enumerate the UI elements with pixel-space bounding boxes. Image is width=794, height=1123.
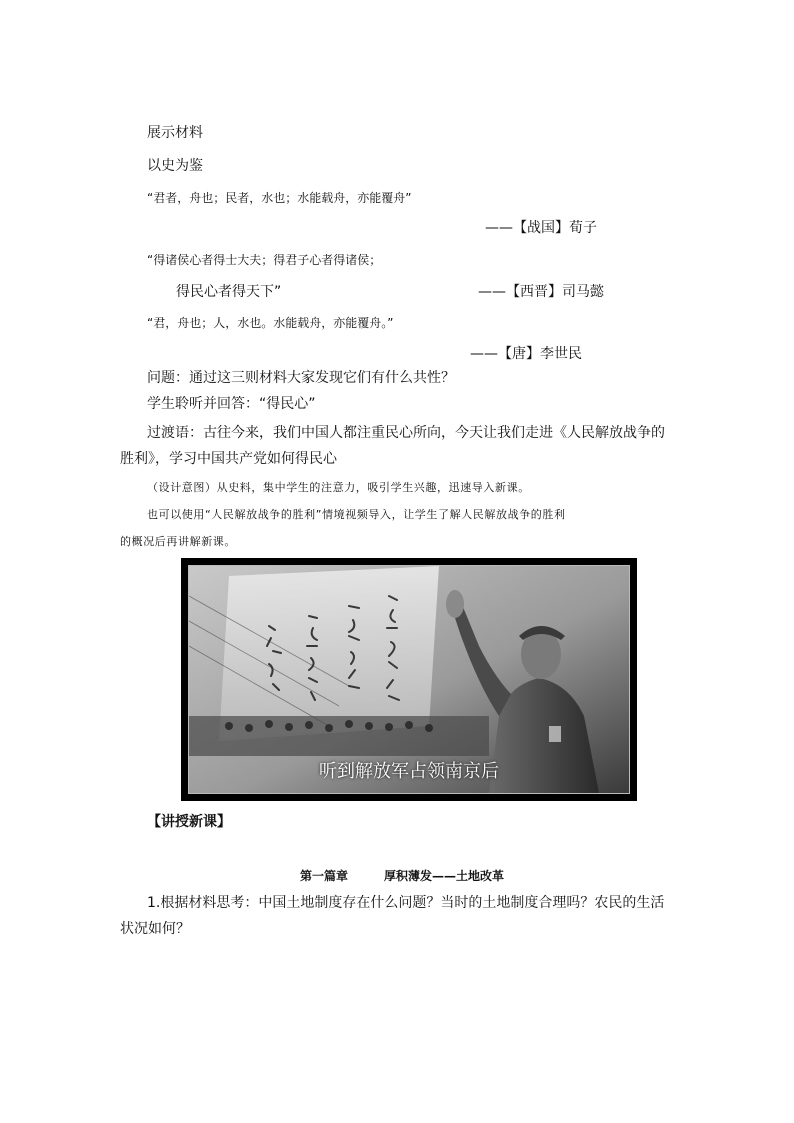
- design-note: （设计意图）从史料，集中学生的注意力，吸引学生兴趣，迅速导入新课。: [147, 481, 530, 494]
- quote-3-source: ——【唐】李世民: [470, 346, 582, 362]
- chapter-title: 第一篇章: [300, 869, 349, 883]
- question1-line1: 1.根据材料思考：中国土地制度存在什么问题？当时的土地制度合理吗？农民的生活: [147, 895, 665, 911]
- quote-2-text-line2: 得民心者得天下”: [176, 284, 282, 300]
- photo-frame: [188, 565, 630, 794]
- intro-heading: 展示材料: [147, 125, 203, 141]
- chapter-subtitle: 厚积薄发——土地改革: [384, 869, 505, 883]
- question-text: 问题：通过这三则材料大家发现它们有什么共性？: [147, 370, 455, 386]
- historical-photo: [181, 558, 637, 801]
- new-lesson-label: 【讲授新课】: [147, 814, 231, 830]
- answer-text: 学生聆听并回答：“得民心”: [147, 396, 316, 412]
- alt-note-line1: 也可以使用“人民解放战争的胜利”情境视频导入，让学生了解人民解放战争的胜利: [147, 508, 566, 521]
- quote-2-source: ——【西晋】司马懿: [478, 284, 604, 300]
- transition-line2: 胜利》，学习中国共产党如何得民心: [120, 451, 337, 467]
- quote-3-text: “君，舟也；人，水也。水能载舟，亦能覆舟。”: [147, 316, 394, 330]
- alt-note-line2: 的概况后再讲解新课。: [120, 535, 236, 548]
- transition-line1: 过渡语：古往今来，我们中国人都注重民心所向，今天让我们走进《人民解放战争的: [147, 425, 665, 441]
- quote-2-text-line1: “得诸侯心者得士大夫；得君子心者得诸侯；: [147, 253, 382, 267]
- intro-subheading: 以史为鉴: [147, 158, 203, 174]
- quote-1-source: ——【战国】荀子: [485, 220, 597, 236]
- quote-1-text: “君者，舟也；民者，水也；水能载舟，亦能覆舟”: [147, 191, 412, 205]
- photo-caption: 听到解放军占领南京后: [319, 761, 499, 782]
- question1-line2: 状况如何？: [120, 921, 190, 937]
